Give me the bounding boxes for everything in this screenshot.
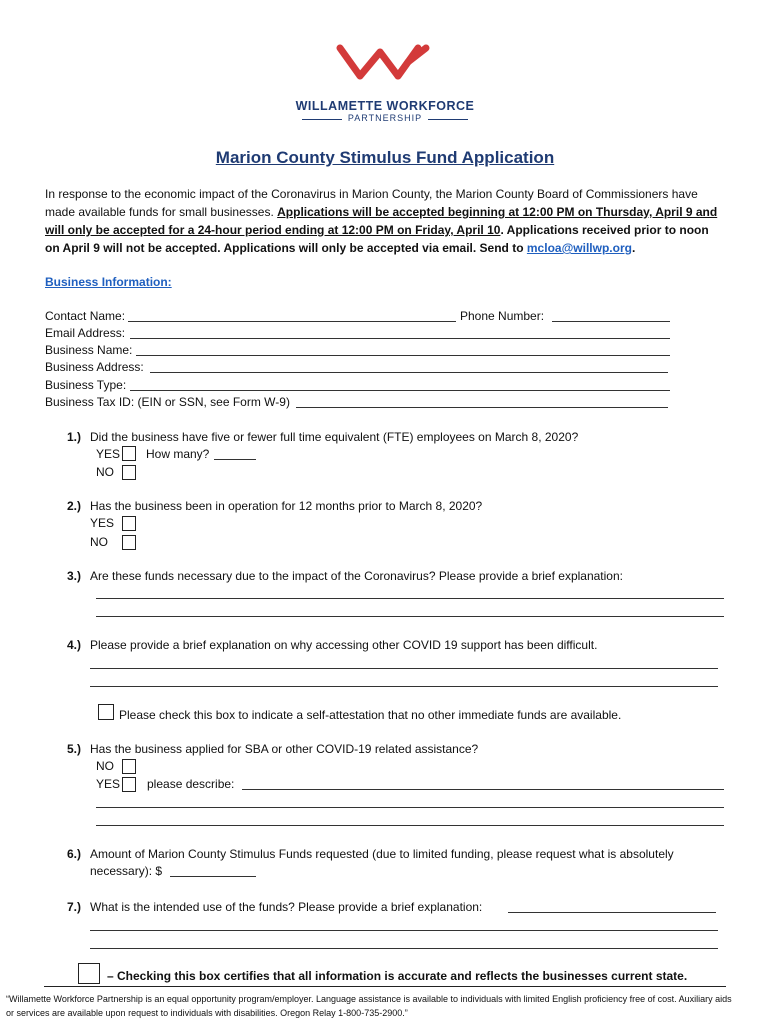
q1-text: Did the business have five or fewer full time equivalent (FTE) employees on March 8, 2020? [90,430,579,444]
logo-rule-right [428,119,468,120]
logo-org-subname: PARTNERSHIP [347,113,423,123]
q3-answer-line-1[interactable] [96,598,724,599]
q5-describe-line-3[interactable] [96,825,724,826]
logo [280,38,490,128]
q7-answer-line-0[interactable] [508,912,716,913]
logo-org-name: WILLAMETTE WORKFORCE [295,99,475,113]
q5-yes-label: YES [96,777,121,791]
self-attestation-checkbox[interactable] [98,704,114,720]
intro-end: . [631,241,636,255]
intro-paragraph [45,185,725,257]
intro-text: In response to the economic impact of the Coronavirus in Marion County, the Marion County Board of Commissioners have made available funds for small businesses. [45,187,698,219]
q4-answer-line-1[interactable] [90,668,718,669]
business-tax-id-field[interactable] [296,407,668,408]
phone-number-label: Phone Number: [460,309,545,323]
q5-no-checkbox[interactable] [122,759,136,774]
self-attestation-label: Please check this box to indicate a self-attestation that no other immediate funds are available. [119,708,622,722]
email-link[interactable]: mcloa@willwp.org [526,241,632,255]
business-name-label: Business Name: [45,343,133,357]
q3-answer-line-2[interactable] [96,616,724,617]
contact-name-field[interactable] [128,321,456,322]
q2-text: Has the business been in operation for 12 months prior to March 8, 2020? [90,499,483,513]
phone-number-field[interactable] [552,321,670,322]
business-info-heading: Business Information: [45,275,172,289]
q5-text: Has the business applied for SBA or other COVID-19 related assistance? [90,742,479,756]
q2-yes-label: YES [90,516,115,530]
q5-describe-line-2[interactable] [96,807,724,808]
q7-number: 7.) [67,900,82,914]
business-name-field[interactable] [136,355,670,356]
q4-number: 4.) [67,638,82,652]
q7-answer-line-2[interactable] [90,948,718,949]
q4-answer-line-2[interactable] [90,686,718,687]
business-address-field[interactable] [150,372,668,373]
q2-no-label: NO [90,535,108,549]
q5-no-label: NO [96,759,114,773]
willamette-logo-mark [280,38,490,88]
q2-number: 2.) [67,499,82,513]
q1-how-many-label: How many? [146,447,210,461]
q5-please-describe-label: please describe: [147,777,235,791]
q6-text-line-2: necessary): $ [90,864,163,878]
q1-yes-checkbox[interactable] [122,446,136,461]
q3-text: Are these funds necessary due to the impact of the Coronavirus? Please provide a brief explanation: [90,569,623,583]
email-address-label: Email Address: [45,326,126,340]
intro-instructions: . Applications received prior to noon on April 9 will not be accepted. Applications will only be accepted via email. Send to [45,223,709,255]
business-type-label: Business Type: [45,378,127,392]
business-type-field[interactable] [130,390,670,391]
q6-amount-field[interactable] [170,876,256,877]
business-tax-id-label: Business Tax ID: (EIN or SSN, see Form W-9) [45,395,290,409]
q2-yes-checkbox[interactable] [122,516,136,531]
page-title: Marion County Stimulus Fund Application [215,148,555,167]
q1-no-checkbox[interactable] [122,465,136,480]
q6-text-line-1: Amount of Marion County Stimulus Funds requested (due to limited funding, please request what is absolutely [90,847,674,861]
q3-number: 3.) [67,569,82,583]
certify-label: – Checking this box certifies that all information is accurate and reflects the businesses current state. [107,969,688,983]
q4-text: Please provide a brief explanation on why accessing other COVID 19 support has been difficult. [90,638,598,652]
business-address-label: Business Address: [45,360,144,374]
footer-line-1: “Willamette Workforce Partnership is an equal opportunity program/employer. Language assistance is available to individuals with limited English proficiency free of cost. Auxiliary aids [6,994,732,1004]
certify-rule [44,986,726,987]
q5-number: 5.) [67,742,82,756]
q1-yes-label: YES [96,447,121,461]
q2-no-checkbox[interactable] [122,535,136,550]
q7-text: What is the intended use of the funds? Please provide a brief explanation: [90,900,483,914]
email-address-field[interactable] [130,338,670,339]
certify-checkbox[interactable] [78,963,100,984]
q5-describe-line-1[interactable] [242,789,724,790]
q5-yes-checkbox[interactable] [122,777,136,792]
intro-dates: Applications will be accepted beginning at 12:00 PM on Thursday, April 9 and will only be accepted for a 24-hour period ending at 12:00 PM on Friday, April 10 [45,205,718,237]
q6-number: 6.) [67,847,82,861]
q7-answer-line-1[interactable] [90,930,718,931]
q1-how-many-field[interactable] [214,459,256,460]
q1-no-label: NO [96,465,114,479]
q1-number: 1.) [67,430,82,444]
footer-line-2: or services are available upon request to individuals with disabilities. Oregon Relay 1-800-735-2900.” [6,1008,408,1018]
contact-name-label: Contact Name: [45,309,126,323]
